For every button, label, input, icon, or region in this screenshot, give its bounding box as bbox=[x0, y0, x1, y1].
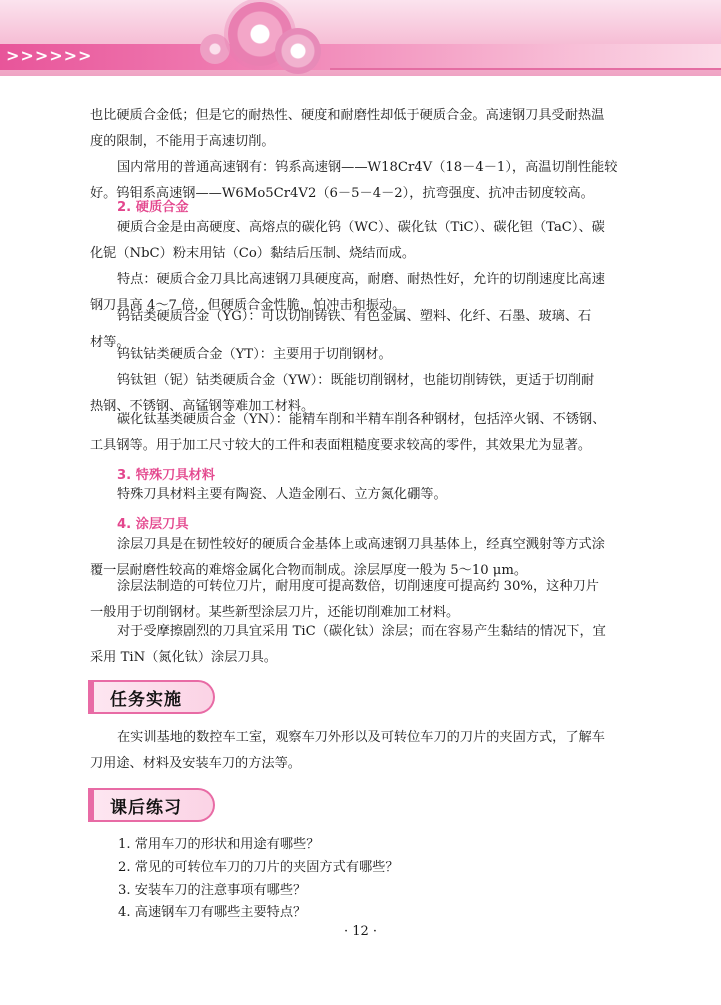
text-line: 特殊刀具材料主要有陶瓷、人造金刚石、立方氮化硼等。 bbox=[117, 487, 447, 502]
text-line: 钨钛钴类硬质合金（YT）：主要用于切削钢材。 bbox=[117, 347, 392, 362]
header-rule bbox=[330, 68, 721, 70]
gear-icon bbox=[275, 28, 321, 74]
text-line: 刀用途、材料及安装车刀的方法等。 bbox=[90, 755, 301, 771]
text-line: 材等。 bbox=[90, 334, 130, 350]
text-line: 钢刀具高 4～7 倍，但硬质合金性脆，怕冲击和振动。 bbox=[90, 297, 406, 313]
text-line: 钨钴类硬质合金（YG）：可以切削铸铁、有色金属、塑料、化纤、石墨、玻璃、石 bbox=[117, 309, 592, 324]
text-line: 工具钢等。用于加工尺寸较大的工件和表面粗糙度要求较高的零件，其效果尤为显著。 bbox=[90, 437, 592, 453]
text-line: 化铌（NbC）粉末用钴（Co）黏结后压制、烧结而成。 bbox=[90, 245, 416, 261]
text-line: 对于受摩擦剧烈的刀具宜采用 TiC（碳化钛）涂层；而在容易产生黏结的情况下，宜 bbox=[117, 624, 606, 639]
text-line: 国内常用的普通高速钢有：钨系高速钢——W18Cr4V（18－4－1），高温切削性能较 bbox=[117, 160, 618, 175]
text-line: 硬质合金是由高硬度、高熔点的碳化钨（WC）、碳化钛（TiC）、碳化钽（TaC）、碳 bbox=[117, 220, 605, 235]
tab-strip bbox=[88, 680, 94, 714]
text-line: 覆一层耐磨性较高的难熔金属化合物而制成。涂层厚度一般为 5～10 μm。 bbox=[90, 562, 528, 578]
text-line: 特点：硬质合金刀具比高速钢刀具硬度高，耐磨、耐热性好，允许的切削速度比高速 bbox=[117, 272, 605, 287]
text-line: 也比硬质合金低；但是它的耐热性、硬度和耐磨性却低于硬质合金。高速钢刀具受耐热温 bbox=[90, 108, 605, 123]
section-tab-exercise bbox=[88, 788, 215, 822]
section-title: 课后练习 bbox=[110, 798, 182, 818]
list-item: 3. 安装车刀的注意事项有哪些？ bbox=[118, 882, 307, 898]
paragraph-yt bbox=[90, 342, 638, 368]
section-tab-task bbox=[88, 680, 215, 714]
header-band bbox=[0, 44, 721, 70]
paragraph-yn bbox=[90, 407, 638, 458]
tab-strip bbox=[88, 788, 94, 822]
paragraph-hss-limits bbox=[90, 103, 638, 154]
paragraph-coating-choice bbox=[90, 619, 638, 670]
paragraph-carbide-def bbox=[90, 215, 638, 266]
heading-coated-tools: 4. 涂层刀具 bbox=[117, 517, 189, 532]
text-line: 钨钛钽（铌）钴类硬质合金（YW）：既能切削钢材，也能切削铸铁，更适于切削耐 bbox=[117, 373, 595, 388]
text-line: 涂层刀具是在韧性较好的硬质合金基体上或高速钢刀具基体上，经真空溅射等方式涂 bbox=[117, 537, 605, 552]
list-item: 2. 常见的可转位车刀的刀片的夹固方式有哪些？ bbox=[118, 859, 399, 875]
paragraph-special bbox=[90, 482, 638, 508]
list-item: 4. 高速钢车刀有哪些主要特点？ bbox=[118, 905, 307, 921]
page-number: · 12 · bbox=[343, 924, 378, 939]
text-line: 碳化钛基类硬质合金（YN）：能精车削和半精车削各种钢材，包括淬火钢、不锈钢、 bbox=[117, 412, 606, 427]
text-line: 涂层法制造的可转位刀片，耐用度可提高数倍，切削速度可提高约 30%，这种刀片 bbox=[117, 579, 599, 594]
paragraph-task bbox=[90, 725, 638, 776]
text-line: 一般用于切削钢材。某些新型涂层刀片，还能切削难加工材料。 bbox=[90, 604, 460, 620]
list-item: 1. 常用车刀的形状和用途有哪些？ bbox=[118, 837, 320, 852]
text-line: 度的限制，不能用于高速切削。 bbox=[90, 133, 275, 149]
paragraph-coated-inserts bbox=[90, 574, 638, 625]
heading-carbide: 2. 硬质合金 bbox=[117, 200, 189, 215]
text-line: 好。钨钼系高速钢——W6Mo5Cr4V2（6－5－4－2），抗弯强度、抗冲击韧度较高。 bbox=[90, 185, 594, 201]
chevrons-decoration: >>>>>> bbox=[6, 46, 93, 65]
page-header bbox=[0, 0, 721, 76]
text-line: 在实训基地的数控车工室，观察车刀外形以及可转位车刀的刀片的夹固方式，了解车 bbox=[117, 730, 605, 745]
exercise-list bbox=[118, 834, 399, 925]
section-title: 任务实施 bbox=[110, 690, 182, 710]
text-line: 热钢、不锈钢、高锰钢等难加工材料。 bbox=[90, 398, 315, 414]
gear-icon bbox=[200, 34, 230, 64]
heading-special-materials: 3. 特殊刀具材料 bbox=[117, 468, 215, 483]
text-line: 采用 TiN（氮化钛）涂层刀具。 bbox=[90, 649, 277, 665]
